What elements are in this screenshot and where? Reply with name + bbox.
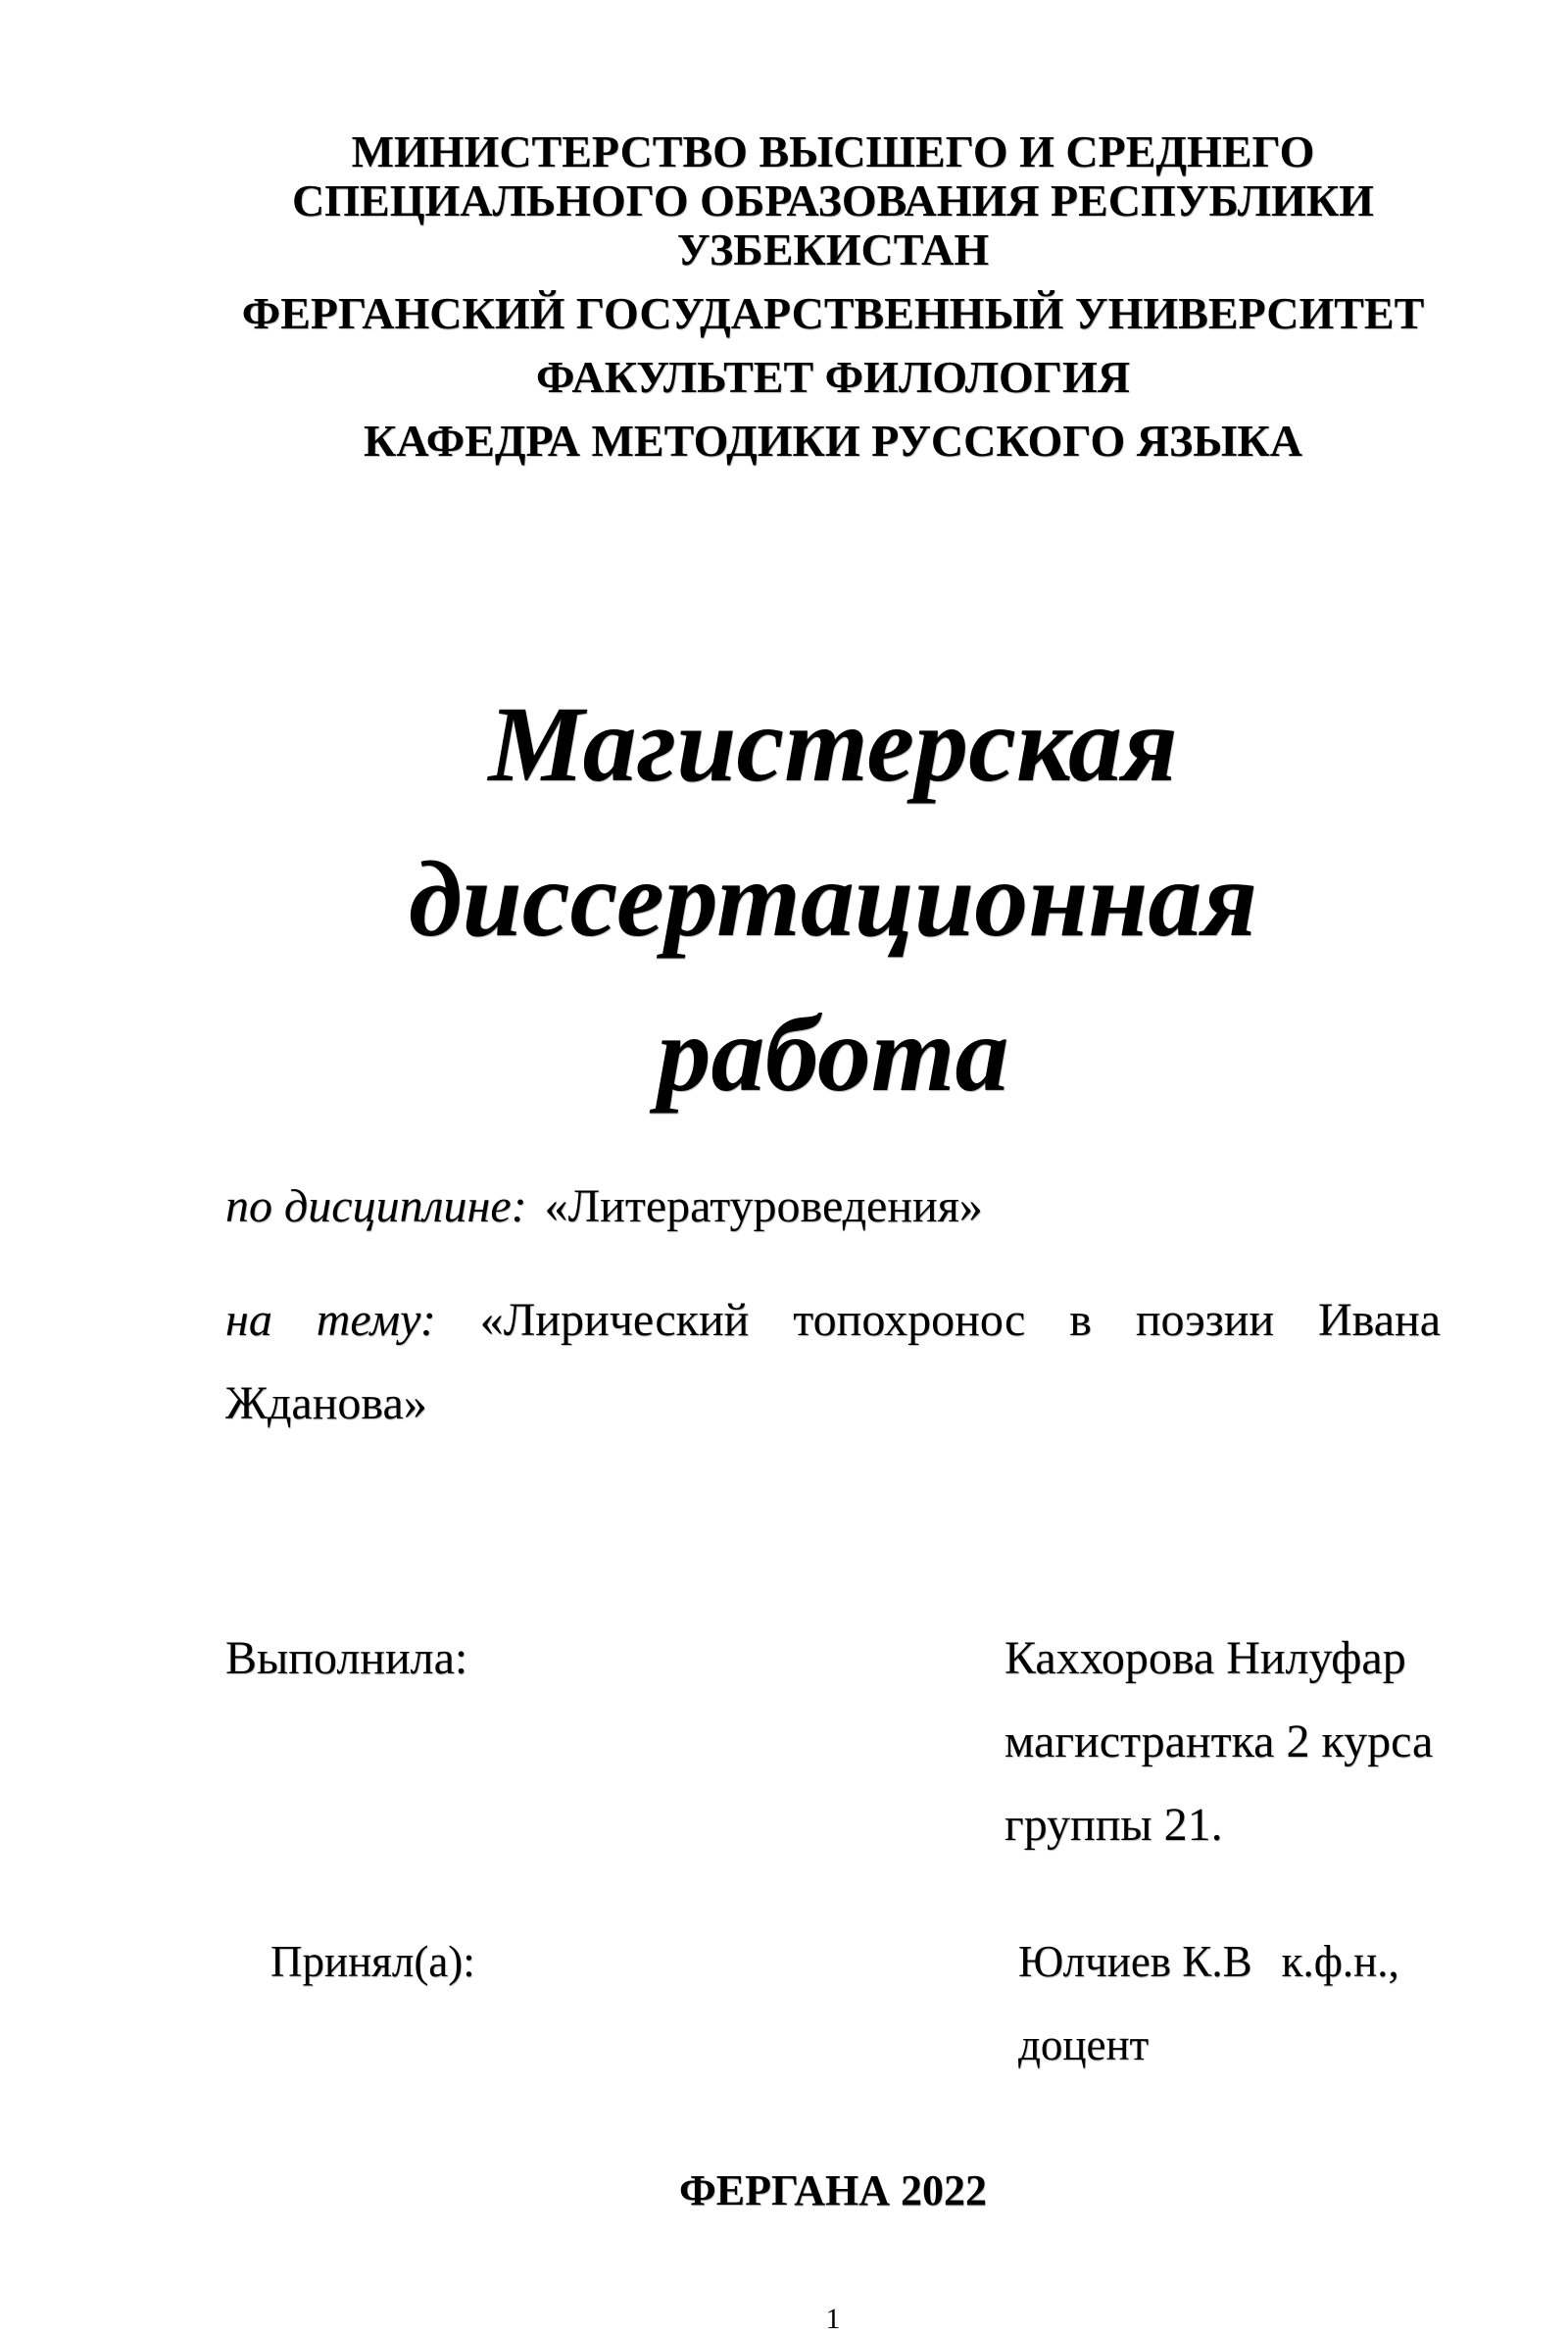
org-header bbox=[225, 0, 1441, 466]
topic-value-line-2: Жданова» bbox=[225, 1377, 427, 1429]
author-group: группы 21. bbox=[1004, 1799, 1223, 1851]
city-year: ФЕРГАНА 2022 bbox=[679, 2166, 987, 2214]
topic-value-line-1: «Лирический топохронос в поэзии Ивана bbox=[479, 1294, 1442, 1346]
dissertation-title bbox=[225, 667, 1441, 1131]
topic-section bbox=[225, 1278, 1441, 1445]
title-line-2: диссертационная работа bbox=[408, 839, 1258, 1114]
author-course: магистрантка 2 курса bbox=[1004, 1715, 1434, 1767]
discipline-value: «Литературоведения» bbox=[544, 1180, 983, 1232]
acceptor-name: Юлчиев К.В bbox=[1018, 1937, 1252, 1986]
author-label: Выполнила: bbox=[225, 1632, 468, 1684]
acceptor-degree: к.ф.н., доцент bbox=[1018, 1937, 1399, 2069]
page-number: 1 bbox=[825, 2303, 841, 2335]
discipline-label: по дисциплине: bbox=[225, 1180, 527, 1232]
topic-line-1 bbox=[225, 1278, 1441, 1362]
title-line-1: Магистерская bbox=[488, 684, 1178, 804]
topic-label: на тему: bbox=[225, 1294, 436, 1346]
acceptor-details bbox=[1004, 1920, 1441, 2087]
author-section bbox=[225, 1616, 1441, 1866]
faculty-text: ФАКУЛЬТЕТ ФИЛОЛОГИЯ bbox=[535, 352, 1131, 402]
university-text: ФЕРГАНСКИЙ ГОСУДАРСТВЕННЫЙ УНИВЕРСИТЕТ bbox=[241, 288, 1425, 338]
author-name: Каххорова Нилуфар bbox=[1004, 1632, 1406, 1684]
ministry-text: МИНИСТЕРСТВО ВЫСШЕГО И СРЕДНЕГО СПЕЦИАЛЬНОГО ОБРАЗОВАНИЯ РЕСПУБЛИКИ УЗБЕКИСТАН bbox=[292, 126, 1374, 274]
author-details bbox=[1004, 1616, 1441, 1866]
discipline-line bbox=[225, 1176, 1441, 1237]
acceptor-section bbox=[225, 1920, 1441, 2087]
department-text: КАФЕДРА МЕТОДИКИ РУССКОГО ЯЗЫКА bbox=[364, 416, 1302, 466]
acceptor-label: Принял(а): bbox=[270, 1937, 475, 1986]
